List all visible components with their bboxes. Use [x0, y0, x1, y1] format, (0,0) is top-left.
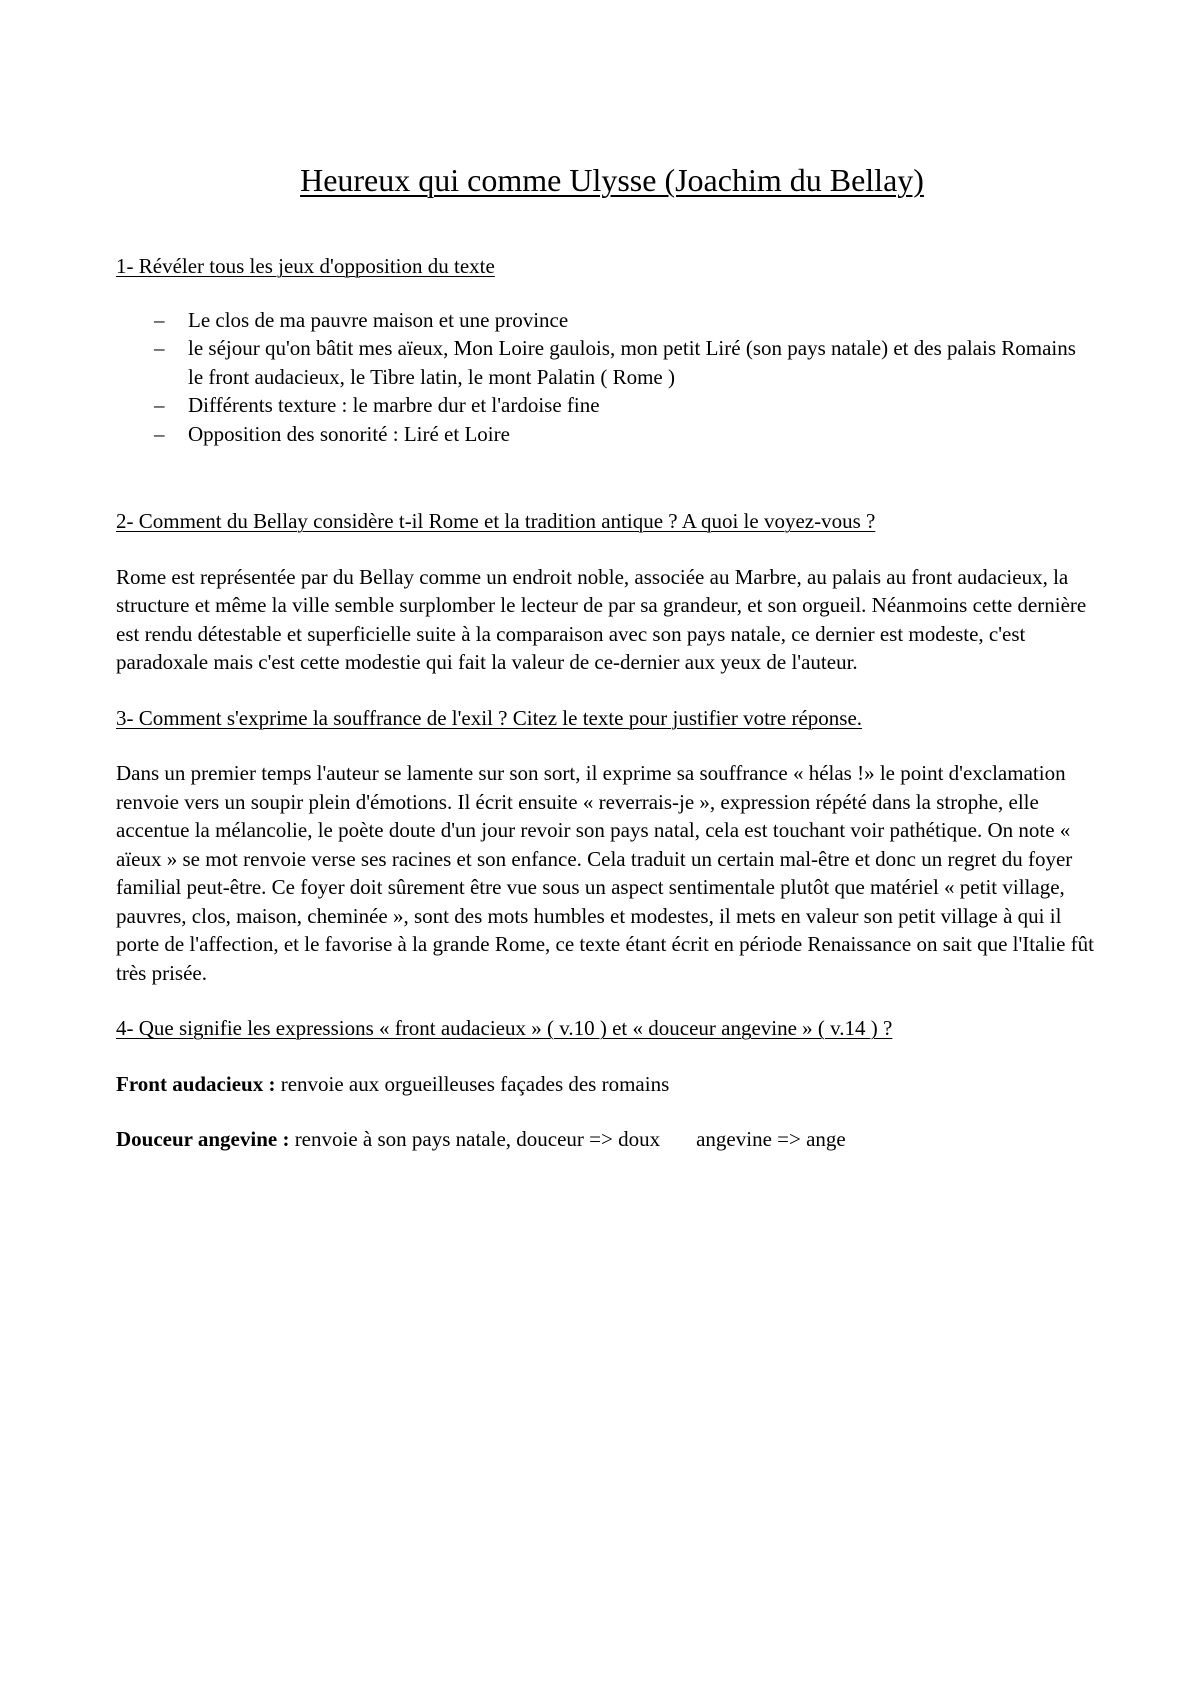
definition-term: Douceur angevine : — [116, 1127, 290, 1151]
definition-front-audacieux — [116, 1070, 1096, 1099]
definition-douceur-angevine — [116, 1125, 1096, 1154]
definition-term: Front audacieux : — [116, 1071, 276, 1096]
list-item: – Différents texture : le marbre dur et l'ardoise fine — [116, 391, 1096, 420]
dash-bullet: – — [154, 336, 165, 360]
document-content — [116, 160, 1096, 1154]
answer-3-paragraph: Dans un premier temps l'auteur se lamente sur son sort, il exprime sa souffrance « hélas !» le point d'exclamation renvoie vers un soupir plein d'émotions. Il écrit ensuite « reverrais-je », expression répété dans la strophe, elle accentue la mélancolie, le poète doute d'un jour revoir son pays natal, cela est touchant voir pathétique. On note « aïeux » se mot renvoie verse ses racines et son enfance. Cela traduit un certain mal-être et donc un regret du foyer familial peut-être. Ce foyer doit sûrement être vue sous un aspect sentimentale plutôt que matériel « petit village, pauvres, clos, maison, cheminée », sont des mots humbles et modestes, il mets en valeur son petit village à qui il porte de l'affection, et le favorise à la grande Rome, ce texte étant écrit en période Renaissance on sait que l'Italie fût très prisée. — [116, 761, 1095, 985]
definition-text: renvoie aux orgueilleuses façades des romains — [275, 1071, 670, 1096]
answer-2-paragraph: Rome est représentée par du Bellay comme un endroit noble, associée au Marbre, au palais au front audacieux, la structure et même la ville semble surplomber le lecteur de par sa grandeur, et son orgueil. Néanmoins cette dernière est rendu détestable et superficielle suite à la comparaison avec son pays natale, ce dernier est modeste, c'est paradoxale mais c'est cette modestie qui fait la valeur de ce-dernier aux yeux de l'auteur. — [116, 564, 1087, 674]
question-3-heading: 3- Comment s'exprime la souffrance de l'exil ? Citez le texte pour justifier votre réponse. — [116, 705, 863, 730]
question-2-heading: 2- Comment du Bellay considère t-il Rome et la tradition antique ? A quoi le voyez-vous ? — [116, 509, 876, 533]
question-4-heading: 4- Que signifie les expressions « front audacieux » ( v.10 ) et « douceur angevine » ( v.14 ) ? — [116, 1016, 893, 1040]
definition-extra: angevine => ange — [696, 1127, 846, 1151]
definition-text: renvoie à son pays natale, douceur => doux — [289, 1127, 661, 1151]
opposition-list — [116, 306, 1096, 449]
question-1-heading: 1- Révéler tous les jeux d'opposition du texte — [116, 254, 495, 278]
dash-bullet: – — [154, 421, 165, 446]
document-title: Heureux qui comme Ulysse (Joachim du Bellay) — [300, 162, 924, 198]
dash-bullet: – — [154, 307, 165, 332]
list-item: – Opposition des sonorité : Liré et Loire — [116, 420, 1096, 449]
list-item: – le séjour qu'on bâtit mes aïeux, Mon Loire gaulois, mon petit Liré (son pays natale) et des palais Romains le front audacieux, le Tibre latin, le mont Palatin ( Rome ) — [154, 336, 1076, 389]
dash-bullet: – — [154, 393, 165, 417]
list-item: – Le clos de ma pauvre maison et une province — [116, 306, 1096, 335]
